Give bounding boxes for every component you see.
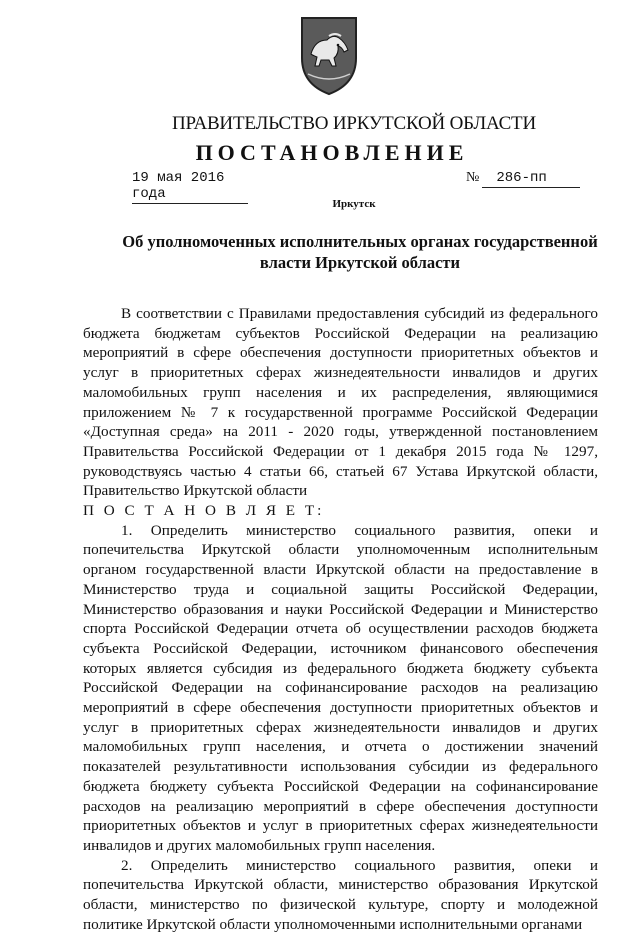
document-title: Об уполномоченных исполнительных органах государственной власти Иркутской области bbox=[122, 232, 598, 272]
organization-name: ПРАВИТЕЛЬСТВО ИРКУТСКОЙ ОБЛАСТИ bbox=[171, 113, 536, 134]
document-number: 286-пп bbox=[482, 170, 580, 188]
coat-of-arms-icon bbox=[298, 14, 360, 96]
document-number-field bbox=[466, 170, 580, 188]
decree-word: П О С Т А Н О В Л Я Е Т: bbox=[83, 502, 325, 520]
number-sign: № bbox=[466, 170, 480, 185]
city-name: Иркутск bbox=[332, 198, 376, 210]
item-2-paragraph: 2. Определить министерство социального развития, опеки и попечительства Иркутской области, министерство образования Иркутской области, министерство по физической культуре, спорту и молодежной политике Иркутской области уполномоченными исполнительными органами bbox=[83, 856, 598, 933]
item-1-paragraph: 1. Определить министерство социального развития, опеки и попечительства Иркутской области уполномоченным исполнительным органом государственной власти Иркутской области на предоставление в Министерство труда и социальной защиты Российской Федерации, Министерство образования и науки Российской Федерации и Министерство спорта Российской Федерации отчета об осуществлении расходов бюджета субъекта Российской Федерации, источником финансового обеспечения которых является субсидия из федерального бюджета бюджету субъекта Российской Федерации на софинансирование расходов на реализацию мероприятий в сфере обеспечения доступности приоритетных объектов и услуг в приоритетных сферах жизнедеятельности инвалидов и других маломобильных групп населения, и отчета о достижении значений показателей результативности использования субсидии из федерального бюджета бюджету субъекта Российской Федерации на софинансирование расходов на реализацию мероприятий в сфере обеспечения доступности приоритетных объектов и услуг в приоритетных сферах жизнедеятельности инвалидов и других маломобильных групп населения. bbox=[83, 521, 598, 854]
document-body bbox=[83, 304, 598, 935]
preamble-paragraph: В соответствии с Правилами предоставления субсидий из федерального бюджета бюджетам субъектов Российской Федерации на реализацию мероприятий в сфере обеспечения доступности приоритетных объектов и услуг в приоритетных сферах жизнедеятельности инвалидов и других маломобильных групп населения и их распределения, являющимися приложением № 7 к государственной программе Российской Федерации «Доступная среда» на 2011 - 2020 годы, утвержденной постановлением Правительства Российской Федерации от 1 декабря 2015 года № 1297, руководствуясь частью 4 статьи 66, статьей 67 Устава Иркутской области, Правительство Иркутской области bbox=[83, 305, 598, 500]
document-date: 19 мая 2016 года bbox=[132, 170, 248, 204]
document-type: ПОСТАНОВЛЕНИЕ bbox=[195, 140, 469, 165]
